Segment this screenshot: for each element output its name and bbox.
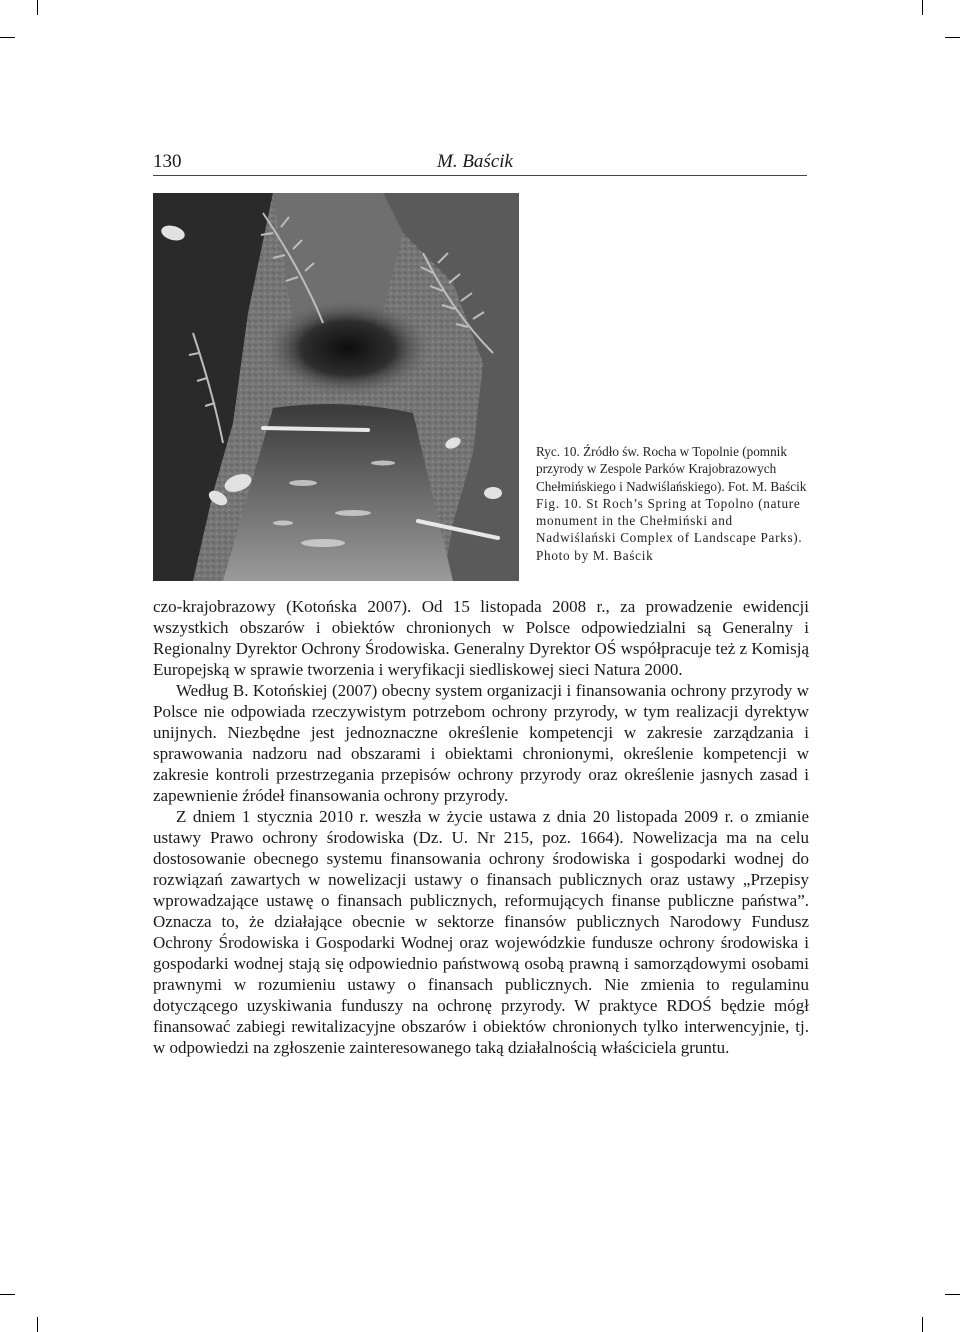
paragraph: Z dniem 1 stycznia 2010 r. weszła w życie ustawa z dnia 20 listopada 2009 r. o zmianie ustawy Prawo ochrony środowiska (Dz. U. Nr 215, poz. 1664). Nowelizacja ma na celu dostosowanie obecnego systemu finansowania ochrony środowiska i gospodarki wodnej do rozwiązań zawartych w nowelizacji ustawy o finansach publicznych oraz ustawy „Przepisy wprowadzające ustawę o finansach publicznych, reformujących finanse publiczne państwa”. Oznacza to, że działające obecnie w sektorze finansów publicznych Narodowy Fundusz Ochrony Środowiska i Gospodarki Wodnej oraz wojewódzkie fundusze ochrony środowiska i gospodarki wodnej stają się odpowiednio państwową osobą prawną i samorządowymi osobami prawnymi w rozumieniu ustawy o finansach publicznych. Nie zmienia to regulaminu dotyczącego uzyskiwania funduszy na ochronę przyrody. W praktyce RDOŚ będzie mógł finansować zabiegi rewitalizacyjne obszarów i obiektów chronionych tylko interwencyjnie, tj. w odpowiedzi na zgłoszenie zainteresowanego taką działalnością właściciela gruntu. [153, 807, 809, 1057]
paragraph: Według B. Kotońskiej (2007) obecny system organizacji i finansowania ochrony przyrody w Polsce nie odpowiada rzeczywistym potrzebom ochrony przyrody, w tym realizacji dyrektyw unijnych. Niezbędne jest jednoznaczne określenie kompetencji w zakresie zarządzania i sprawowania nadzoru nad obszarami i obiektami chronionymi, określenie kompetencji w zakresie kontroli przestrzegania przepisów ochrony przyrody oraz określenie jasnych zasad i zapewnienie źródeł finansowania ochrony przyrody. [153, 681, 809, 805]
header-rule [153, 175, 807, 176]
crop-mark [922, 1317, 923, 1332]
paragraph: czo-krajobrazowy (Kotońska 2007). Od 15 listopada 2008 r., za prowadzenie ewidencji wszystkich obszarów i obiektów chronionych w Polsce odpowiedzialni są Generalny i Regionalny Dyrektor Ochrony Środowiska. Generalny Dyrektor OŚ współpracuje też z Komisją Europejską w sprawie tworzenia i weryfikacji siedliskowej sieci Natura 2000. [153, 597, 809, 679]
body-text [153, 596, 809, 1058]
crop-mark [945, 37, 960, 38]
figure-photo [153, 193, 519, 581]
crop-mark [0, 1294, 15, 1295]
crop-mark [37, 1317, 38, 1332]
crop-mark [922, 0, 923, 15]
crop-mark [37, 0, 38, 15]
caption-english: Fig. 10. St Roch’s Spring at Topolno (nature monument in the Chełmiński and Nadwiślański Complex of Landscape Parks). Photo by M. Baścik [536, 495, 803, 563]
crop-mark [945, 1294, 960, 1295]
figure-caption [536, 443, 808, 564]
page-number: 130 [153, 151, 182, 172]
running-head: M. Baścik [437, 151, 513, 172]
crop-mark [0, 37, 15, 38]
caption-polish: Ryc. 10. Źródło św. Rocha w Topolnie (pomnik przyrody w Zespole Parków Krajobrazowych Chełmińskiego i Nadwiślańskiego). Fot. M. Baścik [536, 444, 807, 494]
